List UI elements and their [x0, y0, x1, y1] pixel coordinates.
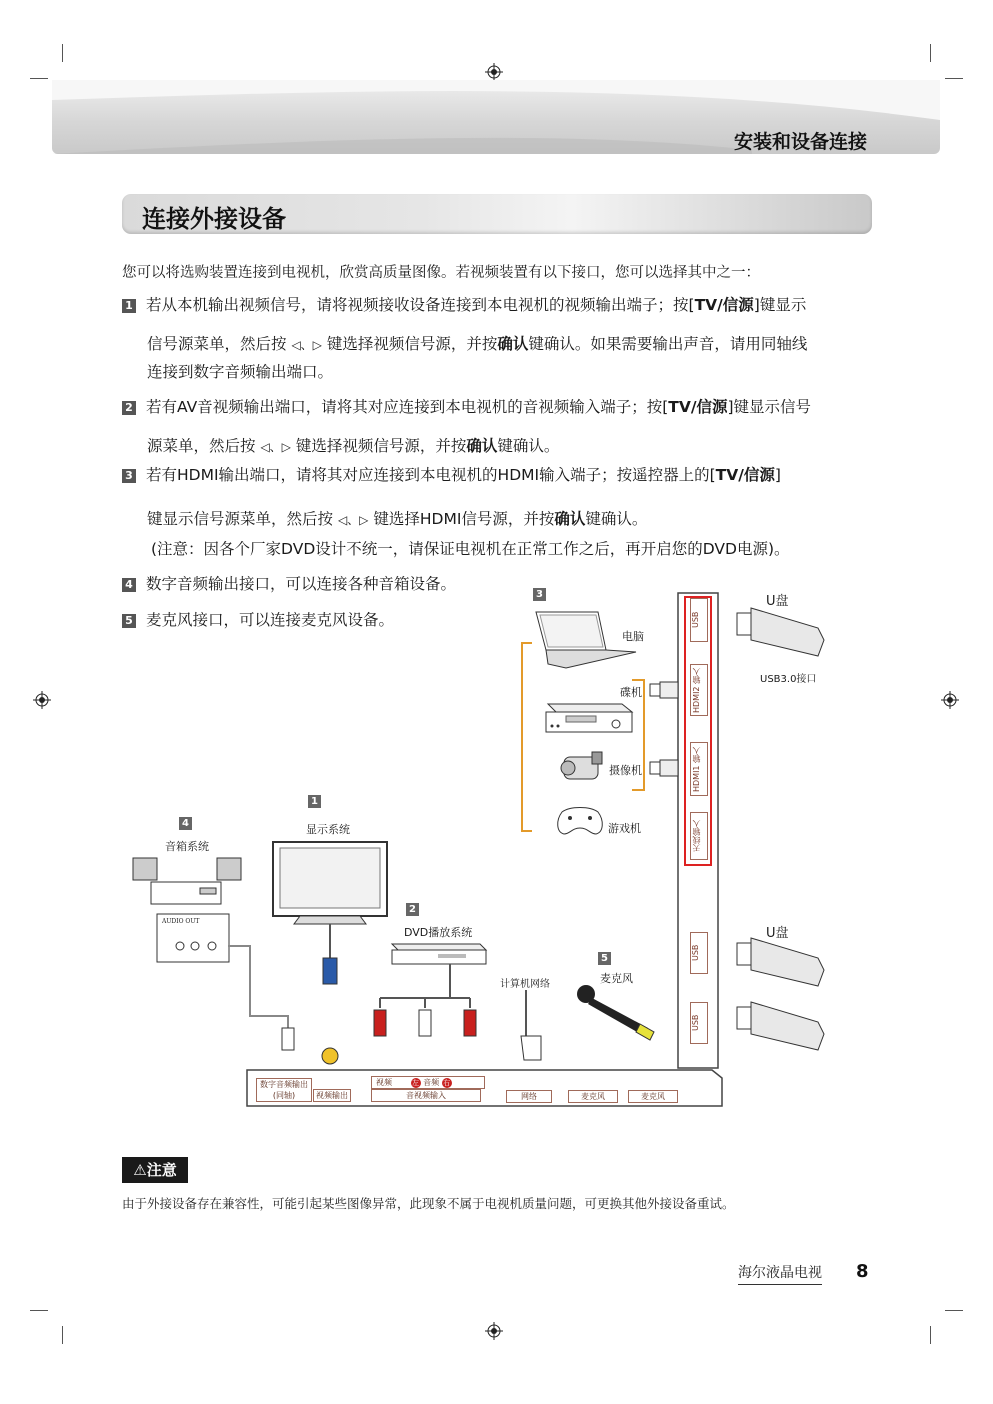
text: 若有AV音视频输出端口，请将其对应连接到本电视机的音视频输入端子；按[	[146, 398, 669, 416]
arrow-keys-icon: ◁、▷	[260, 440, 291, 454]
text: ]键显示	[753, 296, 807, 314]
text: 键确认。	[497, 437, 560, 455]
section-title: 连接外接设备	[142, 205, 286, 233]
text: 麦克风接口，可以连接麦克风设备。	[146, 611, 395, 629]
disc-player-label: 碟机	[620, 686, 642, 699]
dvd-player-icon	[392, 944, 486, 964]
red-plug-icon	[464, 1010, 476, 1036]
left-badge: 左	[412, 1079, 420, 1087]
item-number: 4	[122, 578, 136, 592]
text: 信号源菜单，然后按	[147, 335, 287, 353]
item-number: 2	[122, 401, 136, 415]
key-name: 确认	[497, 335, 529, 353]
tv-monitor-icon	[273, 842, 387, 924]
coax-plug-icon	[282, 1028, 294, 1050]
video-plug-icon	[323, 958, 337, 984]
video-label: 视频	[376, 1078, 392, 1087]
key-name: 确认	[554, 510, 586, 528]
item-number: 5	[122, 614, 136, 628]
av-input-label: 音视频输入	[371, 1089, 481, 1102]
game-console-label: 游戏机	[608, 822, 641, 835]
footer-brand: 海尔液晶电视	[738, 1262, 822, 1285]
network-port-label: 网络	[506, 1090, 552, 1103]
warning-text: 由于外接设备存在兼容性，可能引起某些图像异常，此现象不属于电视机质量问题，可更换其他外接设备重试。	[122, 1196, 735, 1211]
text: 键确认。	[585, 510, 648, 528]
av-cable	[380, 964, 470, 1008]
speaker-system-icon	[133, 858, 241, 962]
key-name: TV/信源	[715, 466, 775, 484]
white-plug-icon	[419, 1010, 431, 1036]
audio-label: 音频	[423, 1078, 440, 1087]
item-3-note: (注意：因各个厂家DVD设计不统一，请保证电视机在正常工作之后，再开启您的DVD电源)。	[151, 540, 790, 558]
mic-port-label: 麦克风	[568, 1090, 618, 1103]
usb-port-label: USB	[690, 1002, 708, 1044]
diagram-tag: 5	[598, 952, 611, 965]
right-badge: 右	[443, 1079, 451, 1087]
text: 键显示信号源菜单，然后按	[147, 510, 334, 528]
microphone-icon	[577, 985, 654, 1040]
laptop-icon	[536, 612, 636, 668]
text: ]键显示信号	[727, 398, 812, 416]
camcorder-icon	[561, 752, 602, 779]
hdmi2-port-label: HDMI2 输入	[690, 664, 708, 716]
udisk-label: U盘	[766, 926, 789, 941]
item-number: 1	[122, 299, 136, 313]
page-number: 8	[856, 1261, 869, 1282]
item-1-line-3: 连接到数字音频输出端口。	[147, 363, 334, 381]
diagram-tag: 1	[308, 795, 321, 808]
audio-out-label: AUDIO OUT	[162, 918, 200, 925]
hdmi1-port-label: HDMI1 输入	[690, 742, 708, 796]
text: 键确认。如果需要输出声音，请用同轴线	[528, 335, 808, 353]
text: 若从本机输出视频信号，请将视频接收设备连接到本电视机的视频输出端子；按[	[146, 296, 695, 314]
key-name: TV/信源	[694, 296, 754, 314]
text: 若有HDMI输出端口，请将其对应连接到本电视机的HDMI输入端子；按遥控器上的[	[146, 466, 716, 484]
text: 源菜单，然后按	[147, 437, 256, 455]
yellow-jack-icon	[322, 1048, 338, 1064]
usb-port-label: USB	[690, 932, 708, 974]
usb-port-label: USB	[690, 598, 708, 642]
av-row-label	[371, 1076, 485, 1089]
speaker-system-label: 音箱系统	[165, 840, 209, 853]
text: 键选择视频信号源，并按	[326, 335, 498, 353]
arrow-keys-icon: ◁、▷	[337, 513, 369, 527]
arrow-keys-icon: ◁、▷	[291, 338, 322, 352]
warning-icon: ⚠	[133, 1161, 147, 1179]
network-label: 计算机网络	[500, 979, 550, 990]
warning-badge-text: 注意	[146, 1161, 177, 1179]
mic-port-label: 麦克风	[628, 1090, 678, 1103]
text: 数字音频输出接口，可以连接各种音箱设备。	[146, 575, 457, 593]
disc-player-icon	[546, 704, 632, 732]
red-plug-icon	[374, 1010, 386, 1036]
diagram-tag: 2	[406, 903, 419, 916]
item-number: 3	[122, 469, 136, 483]
intro-text: 您可以将选购装置连接到电视机，欣赏高质量图像。若视频装置有以下接口，您可以选择其中之一：	[122, 265, 760, 281]
microphone-label: 麦克风	[600, 972, 633, 985]
coax-cable	[228, 946, 288, 1030]
text: ]	[774, 466, 781, 484]
usb30-label: USB3.0接口	[760, 674, 817, 685]
antenna-port-label: 天线输入	[690, 812, 708, 860]
gamepad-icon	[558, 808, 603, 835]
device-bracket	[522, 643, 532, 831]
diagram-tag: 3	[533, 588, 546, 601]
key-name: TV/信源	[668, 398, 728, 416]
warning-badge	[122, 1157, 188, 1183]
rj45-plug-icon	[521, 1036, 541, 1060]
udisk-label: U盘	[766, 594, 789, 609]
diagram-tag: 4	[179, 817, 192, 830]
camcorder-label: 摄像机	[609, 764, 642, 777]
display-system-label: 显示系统	[306, 823, 350, 836]
digital-audio-out-label: 数字音频输出 (同轴)	[256, 1078, 312, 1102]
hdmi-connector-icon	[650, 682, 678, 776]
dvd-system-label: DVD播放系统	[404, 926, 473, 939]
key-name: 确认	[466, 437, 498, 455]
computer-label: 电脑	[622, 630, 644, 643]
chapter-title: 安装和设备连接	[733, 131, 867, 153]
video-out-label: 视频输出	[313, 1089, 351, 1102]
text: 键选择视频信号源，并按	[295, 437, 467, 455]
text: 键选择HDMI信号源，并按	[373, 510, 555, 528]
